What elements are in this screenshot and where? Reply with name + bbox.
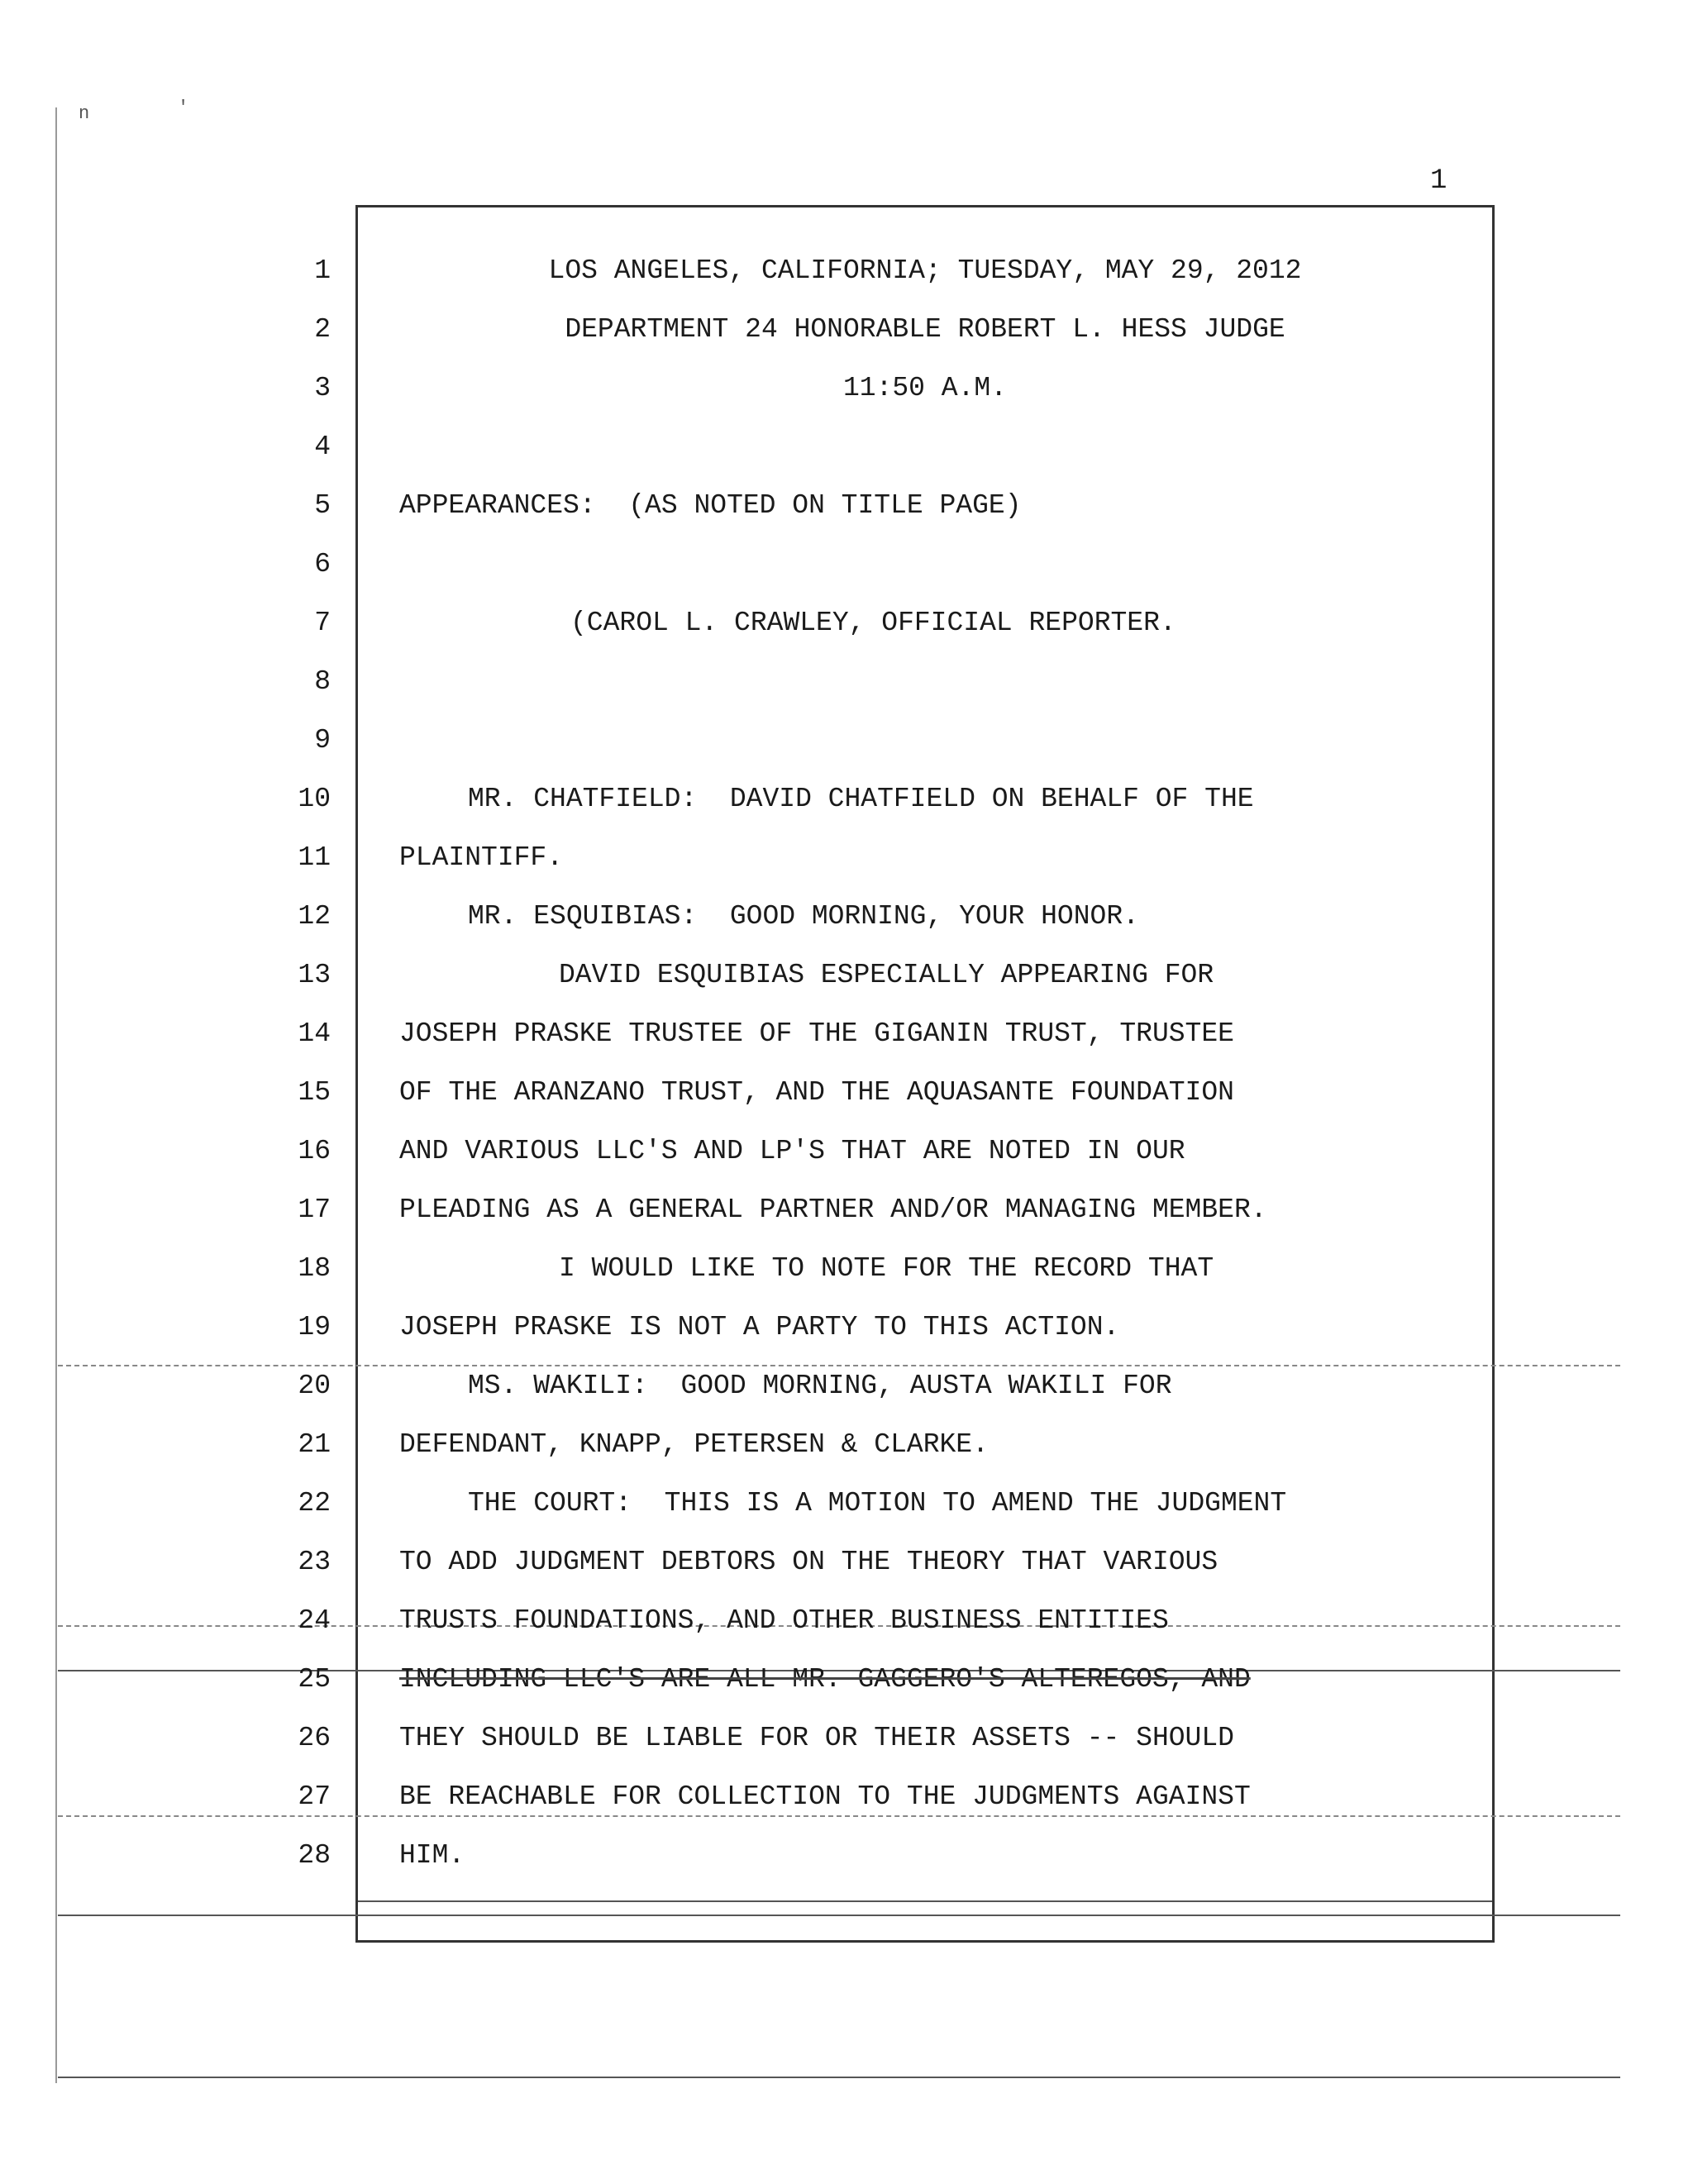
line-number: 16 — [298, 1136, 331, 1166]
line-number: 25 — [298, 1664, 331, 1695]
line-number: 6 — [314, 549, 331, 579]
line-text: DAVID ESQUIBIAS ESPECIALLY APPEARING FOR — [559, 960, 1214, 990]
line-number: 26 — [298, 1723, 331, 1753]
line-number: 1 — [314, 255, 331, 286]
line-number: 23 — [298, 1547, 331, 1577]
line-number: 18 — [298, 1253, 331, 1284]
transcript-line-9 — [0, 712, 1554, 770]
line-number: 15 — [298, 1077, 331, 1108]
line-number: 21 — [298, 1429, 331, 1460]
line-number: 7 — [314, 608, 331, 638]
line-text: DEFENDANT, KNAPP, PETERSEN & CLARKE. — [399, 1429, 989, 1460]
line-number: 3 — [314, 373, 331, 403]
transcript-line-19 — [0, 1299, 1554, 1357]
line-text: 11:50 A.M. — [842, 373, 1008, 403]
transcript-line-1 — [0, 242, 1554, 300]
line-text: BE REACHABLE FOR COLLECTION TO THE JUDGMENTS AGAINST — [399, 1781, 1251, 1812]
line-number: 17 — [298, 1195, 331, 1225]
line-text: OF THE ARANZANO TRUST, AND THE AQUASANTE FOUNDATION — [399, 1077, 1234, 1108]
line-number: 2 — [314, 314, 331, 345]
line-number: 12 — [298, 901, 331, 932]
line-text: APPEARANCES: (AS NOTED ON TITLE PAGE) — [399, 490, 1022, 521]
transcript-line-4 — [0, 418, 1554, 476]
transcript-line-20 — [0, 1357, 1554, 1415]
transcript-line-10 — [0, 770, 1554, 828]
line-number: 10 — [298, 784, 331, 814]
transcript-line-27 — [0, 1768, 1554, 1826]
transcript-line-16 — [0, 1123, 1554, 1180]
transcript-line-6 — [0, 536, 1554, 594]
box-footer-rule — [358, 1900, 1492, 1902]
line-text: MS. WAKILI: GOOD MORNING, AUSTA WAKILI FOR — [468, 1371, 1172, 1401]
transcript-line-8 — [0, 653, 1554, 711]
transcript-line-24 — [0, 1592, 1554, 1650]
line-number: 9 — [314, 725, 331, 756]
scan-artifact-mark: n — [79, 103, 90, 124]
line-number: 27 — [298, 1781, 331, 1812]
transcript-line-2 — [0, 301, 1554, 359]
line-text: TRUSTS FOUNDATIONS, AND OTHER BUSINESS ENTITIES — [399, 1605, 1169, 1636]
line-number: 28 — [298, 1840, 331, 1871]
line-text: PLEADING AS A GENERAL PARTNER AND/OR MANAGING MEMBER. — [399, 1195, 1267, 1225]
line-text: AND VARIOUS LLC'S AND LP'S THAT ARE NOTED IN OUR — [399, 1136, 1185, 1166]
line-text: PLAINTIFF. — [399, 842, 564, 873]
line-text: THEY SHOULD BE LIABLE FOR OR THEIR ASSETS -- SHOULD — [399, 1723, 1234, 1753]
transcript-line-5 — [0, 477, 1554, 535]
line-text: (CAROL L. CRAWLEY, OFFICIAL REPORTER. — [570, 608, 1176, 638]
transcript-line-28 — [0, 1827, 1554, 1885]
line-number: 22 — [298, 1488, 331, 1519]
line-text: JOSEPH PRASKE IS NOT A PARTY TO THIS ACTION. — [399, 1312, 1120, 1342]
line-number: 11 — [298, 842, 331, 873]
scan-line — [58, 2077, 1620, 2078]
transcript-line-26 — [0, 1710, 1554, 1767]
line-text: MR. ESQUIBIAS: GOOD MORNING, YOUR HONOR. — [468, 901, 1139, 932]
line-text: LOS ANGELES, CALIFORNIA; TUESDAY, MAY 29, 2012 — [548, 255, 1302, 286]
line-text: TO ADD JUDGMENT DEBTORS ON THE THEORY THAT VARIOUS — [399, 1547, 1218, 1577]
line-text: I WOULD LIKE TO NOTE FOR THE RECORD THAT — [559, 1253, 1214, 1284]
transcript-line-21 — [0, 1416, 1554, 1474]
transcript-line-17 — [0, 1181, 1554, 1239]
transcript-line-15 — [0, 1064, 1554, 1122]
line-number: 14 — [298, 1018, 331, 1049]
scan-artifact-mark: ' — [178, 98, 189, 118]
line-number: 20 — [298, 1371, 331, 1401]
transcript-line-18 — [0, 1240, 1554, 1298]
transcript-line-13 — [0, 947, 1554, 1004]
line-text: HIM. — [399, 1840, 465, 1871]
transcript-line-25 — [0, 1651, 1554, 1709]
line-text: INCLUDING LLC'S ARE ALL MR. GAGGERO'S ALTEREGOS, AND — [399, 1664, 1251, 1695]
transcript-line-7 — [0, 594, 1554, 652]
transcript-line-14 — [0, 1005, 1554, 1063]
line-text: DEPARTMENT 24 HONORABLE ROBERT L. HESS JUDGE — [565, 314, 1285, 345]
line-text: MR. CHATFIELD: DAVID CHATFIELD ON BEHALF OF THE — [468, 784, 1254, 814]
line-number: 5 — [314, 490, 331, 521]
line-number: 19 — [298, 1312, 331, 1342]
transcript-line-3 — [0, 360, 1554, 417]
line-number: 4 — [314, 432, 331, 462]
line-text: JOSEPH PRASKE TRUSTEE OF THE GIGANIN TRUST, TRUSTEE — [399, 1018, 1234, 1049]
transcript-line-22 — [0, 1475, 1554, 1533]
line-number: 13 — [298, 960, 331, 990]
line-text: THE COURT: THIS IS A MOTION TO AMEND THE JUDGMENT — [468, 1488, 1287, 1519]
scan-line — [58, 1915, 1620, 1916]
transcript-line-23 — [0, 1533, 1554, 1591]
line-number: 8 — [314, 666, 331, 697]
transcript-line-12 — [0, 888, 1554, 946]
transcript-line-11 — [0, 829, 1554, 887]
line-number: 24 — [298, 1605, 331, 1636]
page-number: 1 — [1430, 165, 1447, 197]
